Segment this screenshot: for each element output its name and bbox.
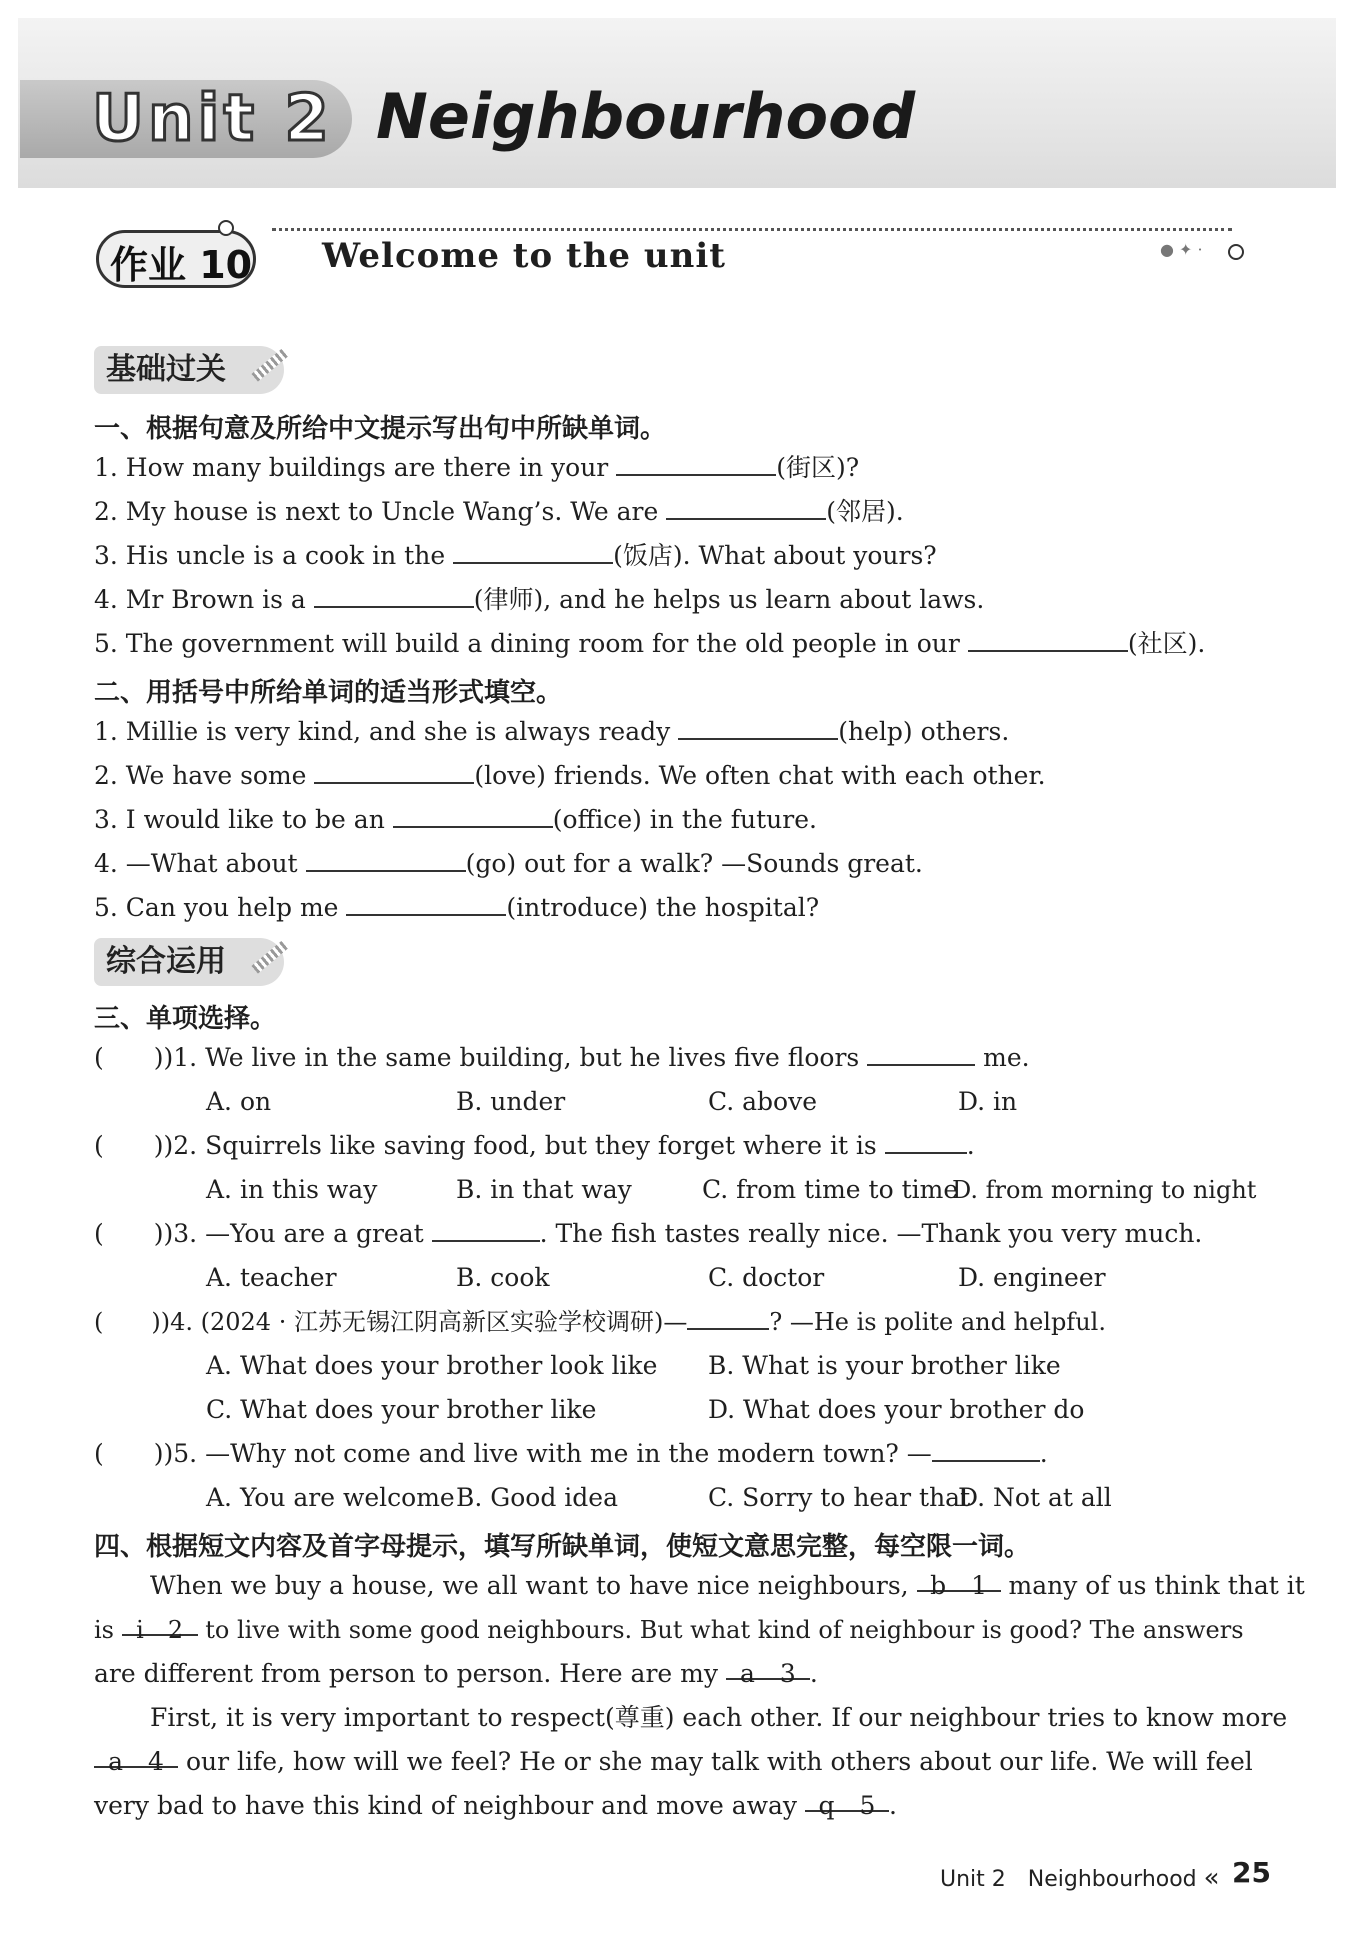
mc-question: ( ))4. (2024 · 江苏无锡江阴高新区实验学校调研)— ? —He is polite and helpful. [94,1302,1106,1342]
answer-blank[interactable] [666,494,826,520]
answer-blank[interactable]: b 1 [917,1566,1001,1592]
part2-item: 3. I would like to be an (office) in the future. [94,800,817,840]
part2-item: 1. Millie is very kind, and she is always ready (help) others. [94,712,1009,752]
answer-blank[interactable]: i 2 [122,1610,198,1636]
unit-label: Unit 2 [92,82,333,156]
mc-question: ( ))3. —You are a great . The fish tastes really nice. —Thank you very much. [94,1214,1202,1254]
passage-line: is i 2 to live with some good neighbours. But what kind of neighbour is good? The answers [94,1610,1244,1650]
footer-unit: Unit 2 Neighbourhood « [940,1863,1220,1893]
mc-question: ( ))2. Squirrels like saving food, but they forget where it is . [94,1126,975,1166]
mc-option[interactable]: A. in this way [206,1175,378,1204]
mc-question: ( ))5. —Why not come and live with me in the modern town? — . [94,1434,1048,1474]
mc-option[interactable]: B. in that way [456,1175,632,1204]
divider-end-icon [1228,244,1244,260]
mc-option[interactable]: B. cook [456,1263,550,1292]
answer-paren[interactable]: ( ) [94,1439,164,1468]
part1-item: 2. My house is next to Uncle Wang’s. We are (邻居). [94,492,904,532]
answer-blank [932,1436,1040,1462]
answer-blank[interactable] [306,846,466,872]
mc-option[interactable]: A. You are welcome [206,1483,455,1512]
mc-option[interactable]: A. What does your brother look like [206,1351,658,1380]
part1-item: 1. How many buildings are there in your (街区)? [94,448,859,488]
mc-option[interactable]: C. doctor [708,1263,825,1292]
answer-paren[interactable]: ( ) [94,1043,164,1072]
passage-line: very bad to have this kind of neighbour and move away q 5 . [94,1786,897,1826]
part2-item: 4. —What about (go) out for a walk? —Sounds great. [94,844,923,884]
answer-blank[interactable] [346,890,506,916]
dotted-divider [272,228,1232,231]
section-tag-basic: 基础过关 [94,346,284,394]
answer-paren[interactable]: ( ) [94,1219,164,1248]
answer-paren[interactable]: ( ) [94,1308,161,1336]
homework-label: 作业 10 [110,243,253,287]
answer-blank[interactable] [616,450,776,476]
part4-heading: 四、根据短文内容及首字母提示，填写所缺单词，使短文意思完整，每空限一词。 [94,1532,1031,1562]
part1-item: 5. The government will build a dining room for the old people in our (社区). [94,624,1205,664]
part2-item: 5. Can you help me (introduce) the hospital? [94,888,819,928]
mc-option[interactable]: C. Sorry to hear that [708,1483,971,1512]
section-tag-apply: 综合运用 [94,938,284,986]
answer-blank[interactable]: a 4 [94,1742,178,1768]
badge-dot-icon [218,220,234,236]
mc-question: ( ))1. We live in the same building, but he lives five floors me. [94,1038,1030,1078]
answer-blank[interactable] [314,758,474,784]
answer-blank[interactable]: q 5 [805,1786,889,1812]
passage-line: a 4 our life, how will we feel? He or she may talk with others about our life. We will feel [94,1742,1253,1782]
answer-blank [687,1304,769,1330]
mc-option[interactable]: D. from morning to night [952,1176,1257,1204]
mc-option[interactable]: B. under [456,1087,566,1116]
passage-line: When we buy a house, we all want to have nice neighbours, b 1 many of us think that it [150,1566,1305,1606]
mc-option[interactable]: C. above [708,1087,818,1116]
answer-blank [867,1040,975,1066]
mc-option[interactable]: C. What does your brother like [206,1395,597,1424]
answer-paren[interactable]: ( ) [94,1131,164,1160]
answer-blank [432,1216,540,1242]
part2-item: 2. We have some (love) friends. We often chat with each other. [94,756,1046,796]
unit-title: Neighbourhood [376,80,916,153]
answer-blank[interactable] [678,714,838,740]
mc-option[interactable]: B. Good idea [456,1483,618,1512]
mc-option[interactable]: D. What does your brother do [708,1395,1085,1424]
mc-option[interactable]: D. in [958,1087,1018,1116]
part1-heading: 一、根据句意及所给中文提示写出句中所缺单词。 [94,414,667,444]
double-chevron-icon: « [1203,1863,1220,1893]
sparkle-icon: ● ✦ · [1160,240,1203,259]
lesson-title: Welcome to the unit [322,236,726,276]
answer-blank[interactable] [968,626,1128,652]
answer-blank[interactable] [314,582,474,608]
answer-blank[interactable] [393,802,553,828]
answer-blank[interactable] [453,538,613,564]
part3-heading: 三、单项选择。 [94,1004,277,1034]
passage-line: First, it is very important to respect(尊重) each other. If our neighbour tries to know more [150,1703,1288,1732]
mc-option[interactable]: B. What is your brother like [708,1351,1061,1380]
mc-option[interactable]: A. on [206,1087,272,1116]
mc-option[interactable]: C. from time to time [702,1175,959,1204]
part1-item: 3. His uncle is a cook in the (饭店). What about yours? [94,536,937,576]
mc-option[interactable]: D. engineer [958,1263,1106,1292]
answer-blank[interactable]: a 3 [726,1654,810,1680]
part1-item: 4. Mr Brown is a (律师), and he helps us learn about laws. [94,580,984,620]
mc-option[interactable]: A. teacher [206,1263,337,1292]
part2-heading: 二、用括号中所给单词的适当形式填空。 [94,678,563,708]
mc-option[interactable]: D. Not at all [958,1483,1112,1512]
answer-blank [885,1128,967,1154]
page-number: 25 [1232,1856,1271,1889]
passage-line: are different from person to person. Here are my a 3 . [94,1654,818,1694]
